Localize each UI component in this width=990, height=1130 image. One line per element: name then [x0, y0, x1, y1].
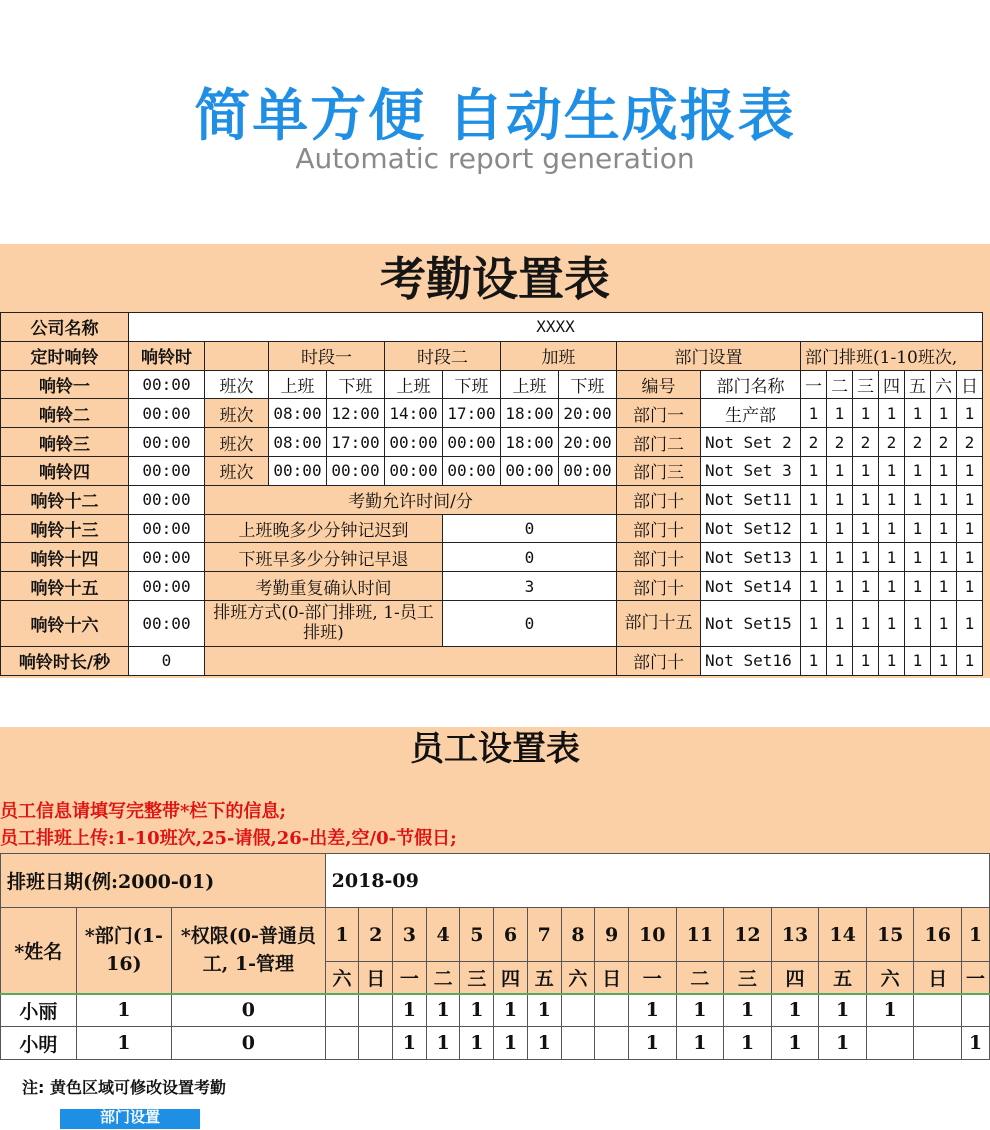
weekday-label: 五 — [527, 962, 561, 994]
dept-day-field[interactable]: 1 — [827, 399, 853, 428]
dept-day-field[interactable]: 1 — [827, 514, 853, 543]
weekday-header: 三 — [853, 370, 879, 399]
bell-name: 响铃十三 — [1, 514, 129, 543]
weekday-label: 日 — [914, 962, 962, 994]
bell-time-field[interactable]: 00:00 — [129, 456, 205, 485]
dept-no: 部门十 — [617, 485, 701, 514]
shift-time-field[interactable]: 12:00 — [327, 399, 385, 428]
company-name-field[interactable]: XXXX — [129, 313, 983, 342]
schedule-cell[interactable]: 1 — [494, 994, 528, 1027]
dept-day-field[interactable]: 1 — [879, 399, 905, 428]
shift-time-field[interactable]: 08:00 — [269, 428, 327, 457]
period2-header: 时段二 — [385, 341, 501, 370]
day-number: 6 — [494, 908, 528, 962]
dept-day-field[interactable]: 1 — [827, 600, 853, 646]
dept-day-field[interactable]: 1 — [853, 399, 879, 428]
bell-name: 响铃十五 — [1, 572, 129, 601]
dept-day-field[interactable]: 1 — [905, 646, 931, 675]
dept-day-field[interactable]: 1 — [801, 456, 827, 485]
dept-day-field[interactable]: 1 — [827, 485, 853, 514]
weekday-label: 四 — [771, 962, 819, 994]
employee-perm-field[interactable]: 0 — [172, 1027, 326, 1060]
footnote: 注: 黄色区域可修改设置考勤 — [22, 1078, 226, 1097]
dept-day-field[interactable]: 1 — [905, 572, 931, 601]
attendance-settings-sheet — [0, 244, 990, 678]
employee-dept-field[interactable]: 1 — [76, 994, 171, 1027]
dept-day-field[interactable]: 1 — [905, 543, 931, 572]
employee-schedule-grid — [0, 853, 990, 1060]
dept-day-field[interactable]: 1 — [957, 399, 983, 428]
allow-row-label: 考勤重复确认时间 — [205, 572, 443, 601]
employee-note-schedule: 员工排班上传:1-10班次,25-请假,26-出差,空/0-节假日; — [0, 828, 457, 849]
schedule-cell[interactable]: 1 — [962, 1027, 990, 1060]
attendance-settings-grid — [0, 312, 983, 676]
schedule-cell[interactable] — [595, 1027, 629, 1060]
employee-note-required: 员工信息请填写完整带*栏下的信息; — [0, 801, 287, 822]
shift-time-field[interactable]: 20:00 — [559, 428, 617, 457]
schedule-cell[interactable]: 1 — [724, 994, 772, 1027]
dept-name-field[interactable]: Not Set 3 — [701, 456, 801, 485]
attendance-sheet-title: 考勤设置表 — [380, 252, 610, 306]
dept-name-field[interactable]: Not Set 2 — [701, 428, 801, 457]
dept-day-field[interactable]: 1 — [853, 456, 879, 485]
schedule-cell[interactable] — [561, 1027, 595, 1060]
dept-day-field[interactable]: 1 — [853, 572, 879, 601]
dept-day-field[interactable]: 1 — [879, 572, 905, 601]
dept-name-field[interactable]: Not Set13 — [701, 543, 801, 572]
dept-settings-header: 部门设置 — [617, 341, 801, 370]
shift-time-field[interactable]: 00:00 — [559, 456, 617, 485]
day-number: 14 — [819, 908, 867, 962]
bell-duration-label: 响铃时长/秒 — [1, 646, 129, 675]
bell-name: 响铃四 — [1, 456, 129, 485]
weekday-label: 日 — [359, 962, 393, 994]
dept-day-field[interactable]: 2 — [827, 428, 853, 457]
schedule-cell[interactable]: 1 — [628, 1027, 676, 1060]
dept-name-field[interactable]: Not Set16 — [701, 646, 801, 675]
employee-dept-field[interactable]: 1 — [76, 1027, 171, 1060]
dept-day-field[interactable]: 2 — [905, 428, 931, 457]
dept-day-field[interactable]: 2 — [801, 428, 827, 457]
off-duty-header: 下班 — [327, 370, 385, 399]
allow-row-label: 下班早多少分钟记早退 — [205, 543, 443, 572]
weekday-label: 三 — [724, 962, 772, 994]
dept-day-field[interactable]: 1 — [957, 456, 983, 485]
schedule-cell[interactable] — [561, 994, 595, 1027]
dept-day-field[interactable]: 1 — [957, 485, 983, 514]
dept-schedule-header: 部门排班(1-10班次, — [801, 341, 983, 370]
company-name-label: 公司名称 — [1, 313, 129, 342]
shift-time-field[interactable]: 17:00 — [327, 428, 385, 457]
employee-settings-sheet — [0, 727, 990, 1062]
allow-row-field[interactable]: 0 — [443, 600, 617, 646]
dept-name-field[interactable]: Not Set12 — [701, 514, 801, 543]
dept-day-field[interactable]: 1 — [801, 572, 827, 601]
bell-time-field[interactable]: 00:00 — [129, 485, 205, 514]
dept-day-field[interactable]: 1 — [931, 514, 957, 543]
bell-time-field[interactable]: 00:00 — [129, 514, 205, 543]
dept-no: 部门三 — [617, 456, 701, 485]
dept-day-field[interactable]: 1 — [879, 456, 905, 485]
weekday-label: 三 — [460, 962, 494, 994]
schedule-cell[interactable] — [359, 994, 393, 1027]
schedule-cell[interactable]: 1 — [393, 994, 427, 1027]
hero-subtitle: Automatic report generation — [295, 142, 695, 175]
schedule-cell[interactable] — [595, 994, 629, 1027]
dept-no: 部门十 — [617, 572, 701, 601]
dept-no: 部门二 — [617, 428, 701, 457]
dept-day-field[interactable]: 1 — [957, 514, 983, 543]
table-row — [1, 1027, 990, 1060]
schedule-cell[interactable]: 1 — [460, 1027, 494, 1060]
dept-day-field[interactable]: 1 — [827, 572, 853, 601]
day-number: 1 — [962, 908, 990, 962]
employee-sheet-header — [0, 727, 990, 853]
name-header: *姓名 — [1, 908, 77, 994]
dept-day-field[interactable]: 1 — [827, 456, 853, 485]
schedule-cell[interactable]: 1 — [527, 994, 561, 1027]
allow-row-field[interactable]: 0 — [443, 543, 617, 572]
dept-day-field[interactable]: 1 — [879, 485, 905, 514]
schedule-cell[interactable]: 1 — [393, 1027, 427, 1060]
shift-label: 班次 — [205, 428, 269, 457]
schedule-cell[interactable]: 1 — [724, 1027, 772, 1060]
timed-bell-label: 定时响铃 — [1, 341, 129, 370]
schedule-cell[interactable]: 1 — [866, 994, 914, 1027]
bell-time-field[interactable]: 00:00 — [129, 399, 205, 428]
employee-name-field[interactable]: 小明 — [1, 1027, 77, 1060]
overtime-header: 加班 — [501, 341, 617, 370]
dept-day-field[interactable]: 1 — [853, 600, 879, 646]
bell-name: 响铃十四 — [1, 543, 129, 572]
dept-day-field[interactable]: 1 — [957, 543, 983, 572]
dept-day-field[interactable]: 1 — [931, 543, 957, 572]
employee-sheet-title: 员工设置表 — [410, 729, 580, 769]
weekday-label: 五 — [819, 962, 867, 994]
weekday-header: 一 — [801, 370, 827, 399]
day-number: 5 — [460, 908, 494, 962]
dept-day-field[interactable]: 2 — [931, 428, 957, 457]
schedule-cell[interactable]: 1 — [771, 994, 819, 1027]
day-number: 16 — [914, 908, 962, 962]
day-number: 9 — [595, 908, 629, 962]
schedule-cell[interactable] — [962, 994, 990, 1027]
permission-header: *权限(0-普通员工, 1-管理 — [172, 908, 326, 994]
shift-time-field[interactable]: 00:00 — [327, 456, 385, 485]
dept-day-field[interactable]: 1 — [853, 485, 879, 514]
table-row — [1, 994, 990, 1027]
weekday-label: 一 — [628, 962, 676, 994]
dept-day-field[interactable]: 1 — [879, 646, 905, 675]
dept-day-field[interactable]: 1 — [905, 456, 931, 485]
dept-day-field[interactable]: 1 — [827, 543, 853, 572]
dept-name-field[interactable]: 生产部 — [701, 399, 801, 428]
bell-name: 响铃二 — [1, 399, 129, 428]
dept-day-field[interactable]: 1 — [931, 456, 957, 485]
dept-day-field[interactable]: 1 — [957, 600, 983, 646]
schedule-cell[interactable] — [359, 1027, 393, 1060]
shift-time-field[interactable]: 00:00 — [385, 428, 443, 457]
dept-name-field[interactable]: Not Set11 — [701, 485, 801, 514]
day-number: 7 — [527, 908, 561, 962]
schedule-cell[interactable]: 1 — [819, 994, 867, 1027]
dept-day-field[interactable]: 2 — [957, 428, 983, 457]
dept-day-field[interactable]: 1 — [931, 572, 957, 601]
dept-name-field[interactable]: Not Set15 — [701, 600, 801, 646]
off-duty-header: 下班 — [559, 370, 617, 399]
schedule-cell[interactable]: 1 — [494, 1027, 528, 1060]
blank-header-cell — [205, 341, 269, 370]
shift-time-field[interactable]: 17:00 — [443, 399, 501, 428]
bell-name: 响铃十二 — [1, 485, 129, 514]
weekday-label: 六 — [866, 962, 914, 994]
schedule-cell[interactable]: 1 — [460, 994, 494, 1027]
schedule-date-label: 排班日期(例:2000-01) — [1, 854, 326, 908]
dept-no-header: 编号 — [617, 370, 701, 399]
bell-time-field[interactable]: 00:00 — [129, 572, 205, 601]
day-number: 2 — [359, 908, 393, 962]
bell-time-field[interactable]: 00:00 — [129, 600, 205, 646]
schedule-cell[interactable]: 1 — [676, 1027, 724, 1060]
bell-time-field[interactable]: 00:00 — [129, 543, 205, 572]
shift-label: 班次 — [205, 370, 269, 399]
weekday-label: 六 — [561, 962, 595, 994]
dept-day-field[interactable]: 1 — [905, 399, 931, 428]
weekday-label: 二 — [676, 962, 724, 994]
dept-no: 部门十 — [617, 514, 701, 543]
schedule-cell[interactable]: 1 — [426, 1027, 460, 1060]
day-number: 1 — [325, 908, 359, 962]
dept-day-field[interactable]: 1 — [801, 399, 827, 428]
bell-name: 响铃十六 — [1, 600, 129, 646]
dept-no: 部门十 — [617, 646, 701, 675]
dept-header: *部门(1-16) — [76, 908, 171, 994]
bell-time-field[interactable]: 00:00 — [129, 370, 205, 399]
schedule-cell[interactable] — [914, 994, 962, 1027]
dept-day-field[interactable]: 1 — [827, 646, 853, 675]
shift-time-field[interactable]: 00:00 — [443, 456, 501, 485]
dept-day-field[interactable]: 1 — [801, 600, 827, 646]
dept-name-header: 部门名称 — [701, 370, 801, 399]
weekday-label: 一 — [962, 962, 990, 994]
bell-name: 响铃三 — [1, 428, 129, 457]
weekday-label: 二 — [426, 962, 460, 994]
schedule-cell[interactable]: 1 — [819, 1027, 867, 1060]
dept-day-field[interactable]: 1 — [931, 485, 957, 514]
dept-settings-button[interactable]: 部门设置 — [60, 1109, 200, 1129]
schedule-cell[interactable]: 1 — [628, 994, 676, 1027]
dept-day-field[interactable]: 1 — [957, 646, 983, 675]
weekday-header: 四 — [879, 370, 905, 399]
day-number: 13 — [771, 908, 819, 962]
dept-day-field[interactable]: 1 — [931, 399, 957, 428]
dept-day-field[interactable]: 1 — [801, 485, 827, 514]
hero-title: 简单方便 自动生成报表 — [194, 84, 796, 149]
bell-name: 响铃一 — [1, 370, 129, 399]
day-number: 10 — [628, 908, 676, 962]
day-number: 3 — [393, 908, 427, 962]
off-duty-header: 下班 — [443, 370, 501, 399]
weekday-header: 六 — [931, 370, 957, 399]
dept-day-field[interactable]: 1 — [801, 514, 827, 543]
weekday-label: 一 — [393, 962, 427, 994]
dept-name-field[interactable]: Not Set14 — [701, 572, 801, 601]
dept-day-field[interactable]: 1 — [905, 514, 931, 543]
schedule-cell[interactable] — [866, 1027, 914, 1060]
on-duty-header: 上班 — [385, 370, 443, 399]
shift-time-field[interactable]: 08:00 — [269, 399, 327, 428]
employee-perm-field[interactable]: 0 — [172, 994, 326, 1027]
dept-day-field[interactable]: 1 — [931, 646, 957, 675]
dept-day-field[interactable]: 1 — [879, 600, 905, 646]
shift-time-field[interactable]: 14:00 — [385, 399, 443, 428]
weekday-label: 六 — [325, 962, 359, 994]
allow-row-label: 上班晚多少分钟记迟到 — [205, 514, 443, 543]
dept-no: 部门十 — [617, 543, 701, 572]
shift-time-field[interactable]: 00:00 — [443, 428, 501, 457]
schedule-cell[interactable]: 1 — [426, 994, 460, 1027]
schedule-cell[interactable]: 1 — [527, 1027, 561, 1060]
shift-label: 班次 — [205, 399, 269, 428]
dept-day-field[interactable]: 1 — [801, 543, 827, 572]
weekday-header: 五 — [905, 370, 931, 399]
dept-day-field[interactable]: 1 — [853, 543, 879, 572]
schedule-cell[interactable] — [914, 1027, 962, 1060]
weekday-label: 四 — [494, 962, 528, 994]
dept-no: 部门一 — [617, 399, 701, 428]
dept-day-field[interactable]: 1 — [879, 543, 905, 572]
bell-duration-field[interactable]: 0 — [129, 646, 205, 675]
dept-day-field[interactable]: 1 — [853, 514, 879, 543]
allow-row-field[interactable]: 0 — [443, 514, 617, 543]
dept-day-field[interactable]: 1 — [905, 485, 931, 514]
allow-row-field[interactable]: 3 — [443, 572, 617, 601]
day-number: 11 — [676, 908, 724, 962]
weekday-header: 二 — [827, 370, 853, 399]
weekday-header: 日 — [957, 370, 983, 399]
dept-day-field[interactable]: 1 — [905, 600, 931, 646]
day-number: 12 — [724, 908, 772, 962]
dept-day-field[interactable]: 1 — [801, 646, 827, 675]
dept-day-field[interactable]: 1 — [853, 646, 879, 675]
dept-day-field[interactable]: 2 — [879, 428, 905, 457]
employee-name-field[interactable]: 小丽 — [1, 994, 77, 1027]
dept-day-field[interactable]: 2 — [853, 428, 879, 457]
dept-day-field[interactable]: 1 — [879, 514, 905, 543]
dept-day-field[interactable]: 1 — [931, 600, 957, 646]
allow-time-title: 考勤允许时间/分 — [205, 485, 617, 514]
schedule-cell[interactable]: 1 — [771, 1027, 819, 1060]
allow-row-label: 排班方式(0-部门排班, 1-员工排班) — [205, 600, 443, 646]
bell-time-field[interactable]: 00:00 — [129, 428, 205, 457]
schedule-cell[interactable] — [325, 1027, 359, 1060]
weekday-label: 日 — [595, 962, 629, 994]
shift-time-field[interactable]: 20:00 — [559, 399, 617, 428]
blank-cell — [205, 646, 617, 675]
shift-time-field[interactable]: 00:00 — [501, 456, 559, 485]
day-number: 4 — [426, 908, 460, 962]
shift-time-field[interactable]: 18:00 — [501, 399, 559, 428]
day-number: 15 — [866, 908, 914, 962]
shift-time-field[interactable]: 18:00 — [501, 428, 559, 457]
bell-time-header: 响铃时 — [129, 341, 205, 370]
dept-no: 部门十五 — [617, 600, 701, 646]
shift-time-field[interactable]: 00:00 — [269, 456, 327, 485]
on-duty-header: 上班 — [269, 370, 327, 399]
period1-header: 时段一 — [269, 341, 385, 370]
shift-time-field[interactable]: 00:00 — [385, 456, 443, 485]
day-number: 8 — [561, 908, 595, 962]
shift-label: 班次 — [205, 456, 269, 485]
schedule-cell[interactable] — [325, 994, 359, 1027]
on-duty-header: 上班 — [501, 370, 559, 399]
schedule-date-field[interactable]: 2018-09 — [325, 854, 989, 908]
dept-day-field[interactable]: 1 — [957, 572, 983, 601]
schedule-cell[interactable]: 1 — [676, 994, 724, 1027]
